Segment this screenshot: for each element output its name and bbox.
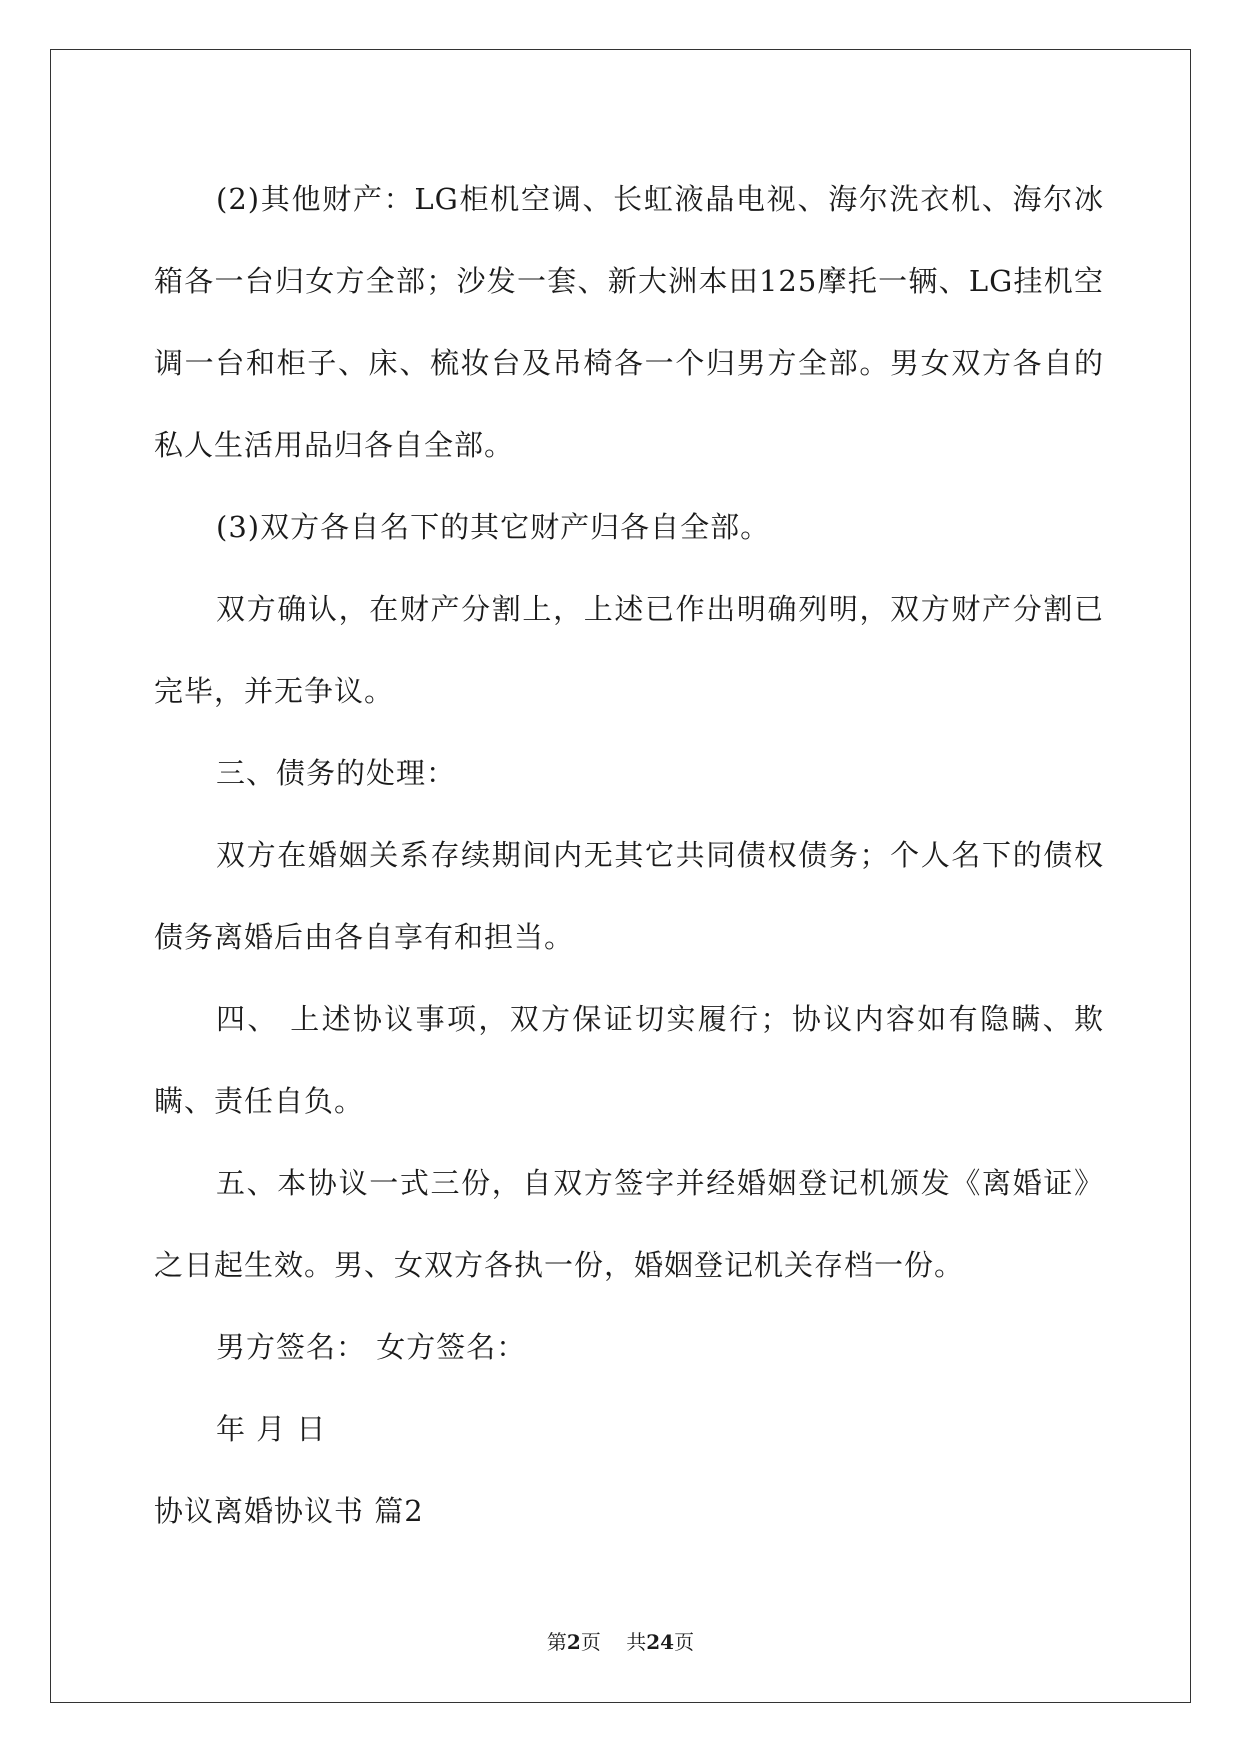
footer-total-suffix: 页 — [674, 1630, 695, 1654]
paragraph-agreement-performance: 四、 上述协议事项，双方保证切实履行；协议内容如有隐瞒、欺瞒、责任自负。 — [154, 1002, 1104, 1118]
paragraph-copies-effective: 五、本协议一式三份，自双方签字并经婚姻登记机颁发《离婚证》之日起生效。男、女双方各执一份，婚姻登记机关存档一份。 — [154, 1166, 1104, 1282]
page-footer — [0, 1630, 1241, 1654]
footer-page-number: 2 — [566, 1630, 581, 1654]
paragraph-other-property: (2)其他财产：LG柜机空调、长虹液晶电视、海尔洗衣机、海尔冰箱各一台归女方全部；沙发一套、新大洲本田125摩托一辆、LG挂机空调一台和柜子、床、梳妆台及吊椅各一个归男方全部。男女双方各自的私人生活用品归各自全部。 — [154, 182, 1104, 462]
footer-page-prefix: 第 — [546, 1630, 567, 1654]
paragraph-debt-heading: 三、债务的处理： — [216, 756, 457, 790]
paragraph-own-property: (3)双方各自名下的其它财产归各自全部。 — [216, 510, 771, 544]
footer-page-suffix: 页 — [580, 1630, 601, 1654]
paragraph-date: 年 月 日 — [216, 1412, 327, 1446]
paragraph-signatures: 男方签名： 女方签名： — [216, 1330, 527, 1364]
footer-total-pages: 24 — [646, 1630, 675, 1654]
paragraph-debt-handling: 双方在婚姻关系存续期间内无其它共同债权债务；个人名下的债权债务离婚后由各自享有和担当。 — [154, 838, 1104, 954]
section-heading: 协议离婚协议书 篇2 — [154, 1494, 424, 1528]
document-body — [154, 158, 1104, 1552]
paragraph-property-confirmation: 双方确认，在财产分割上，上述已作出明确列明，双方财产分割已完毕，并无争议。 — [154, 592, 1104, 708]
footer-total-prefix: 共 — [626, 1630, 647, 1654]
